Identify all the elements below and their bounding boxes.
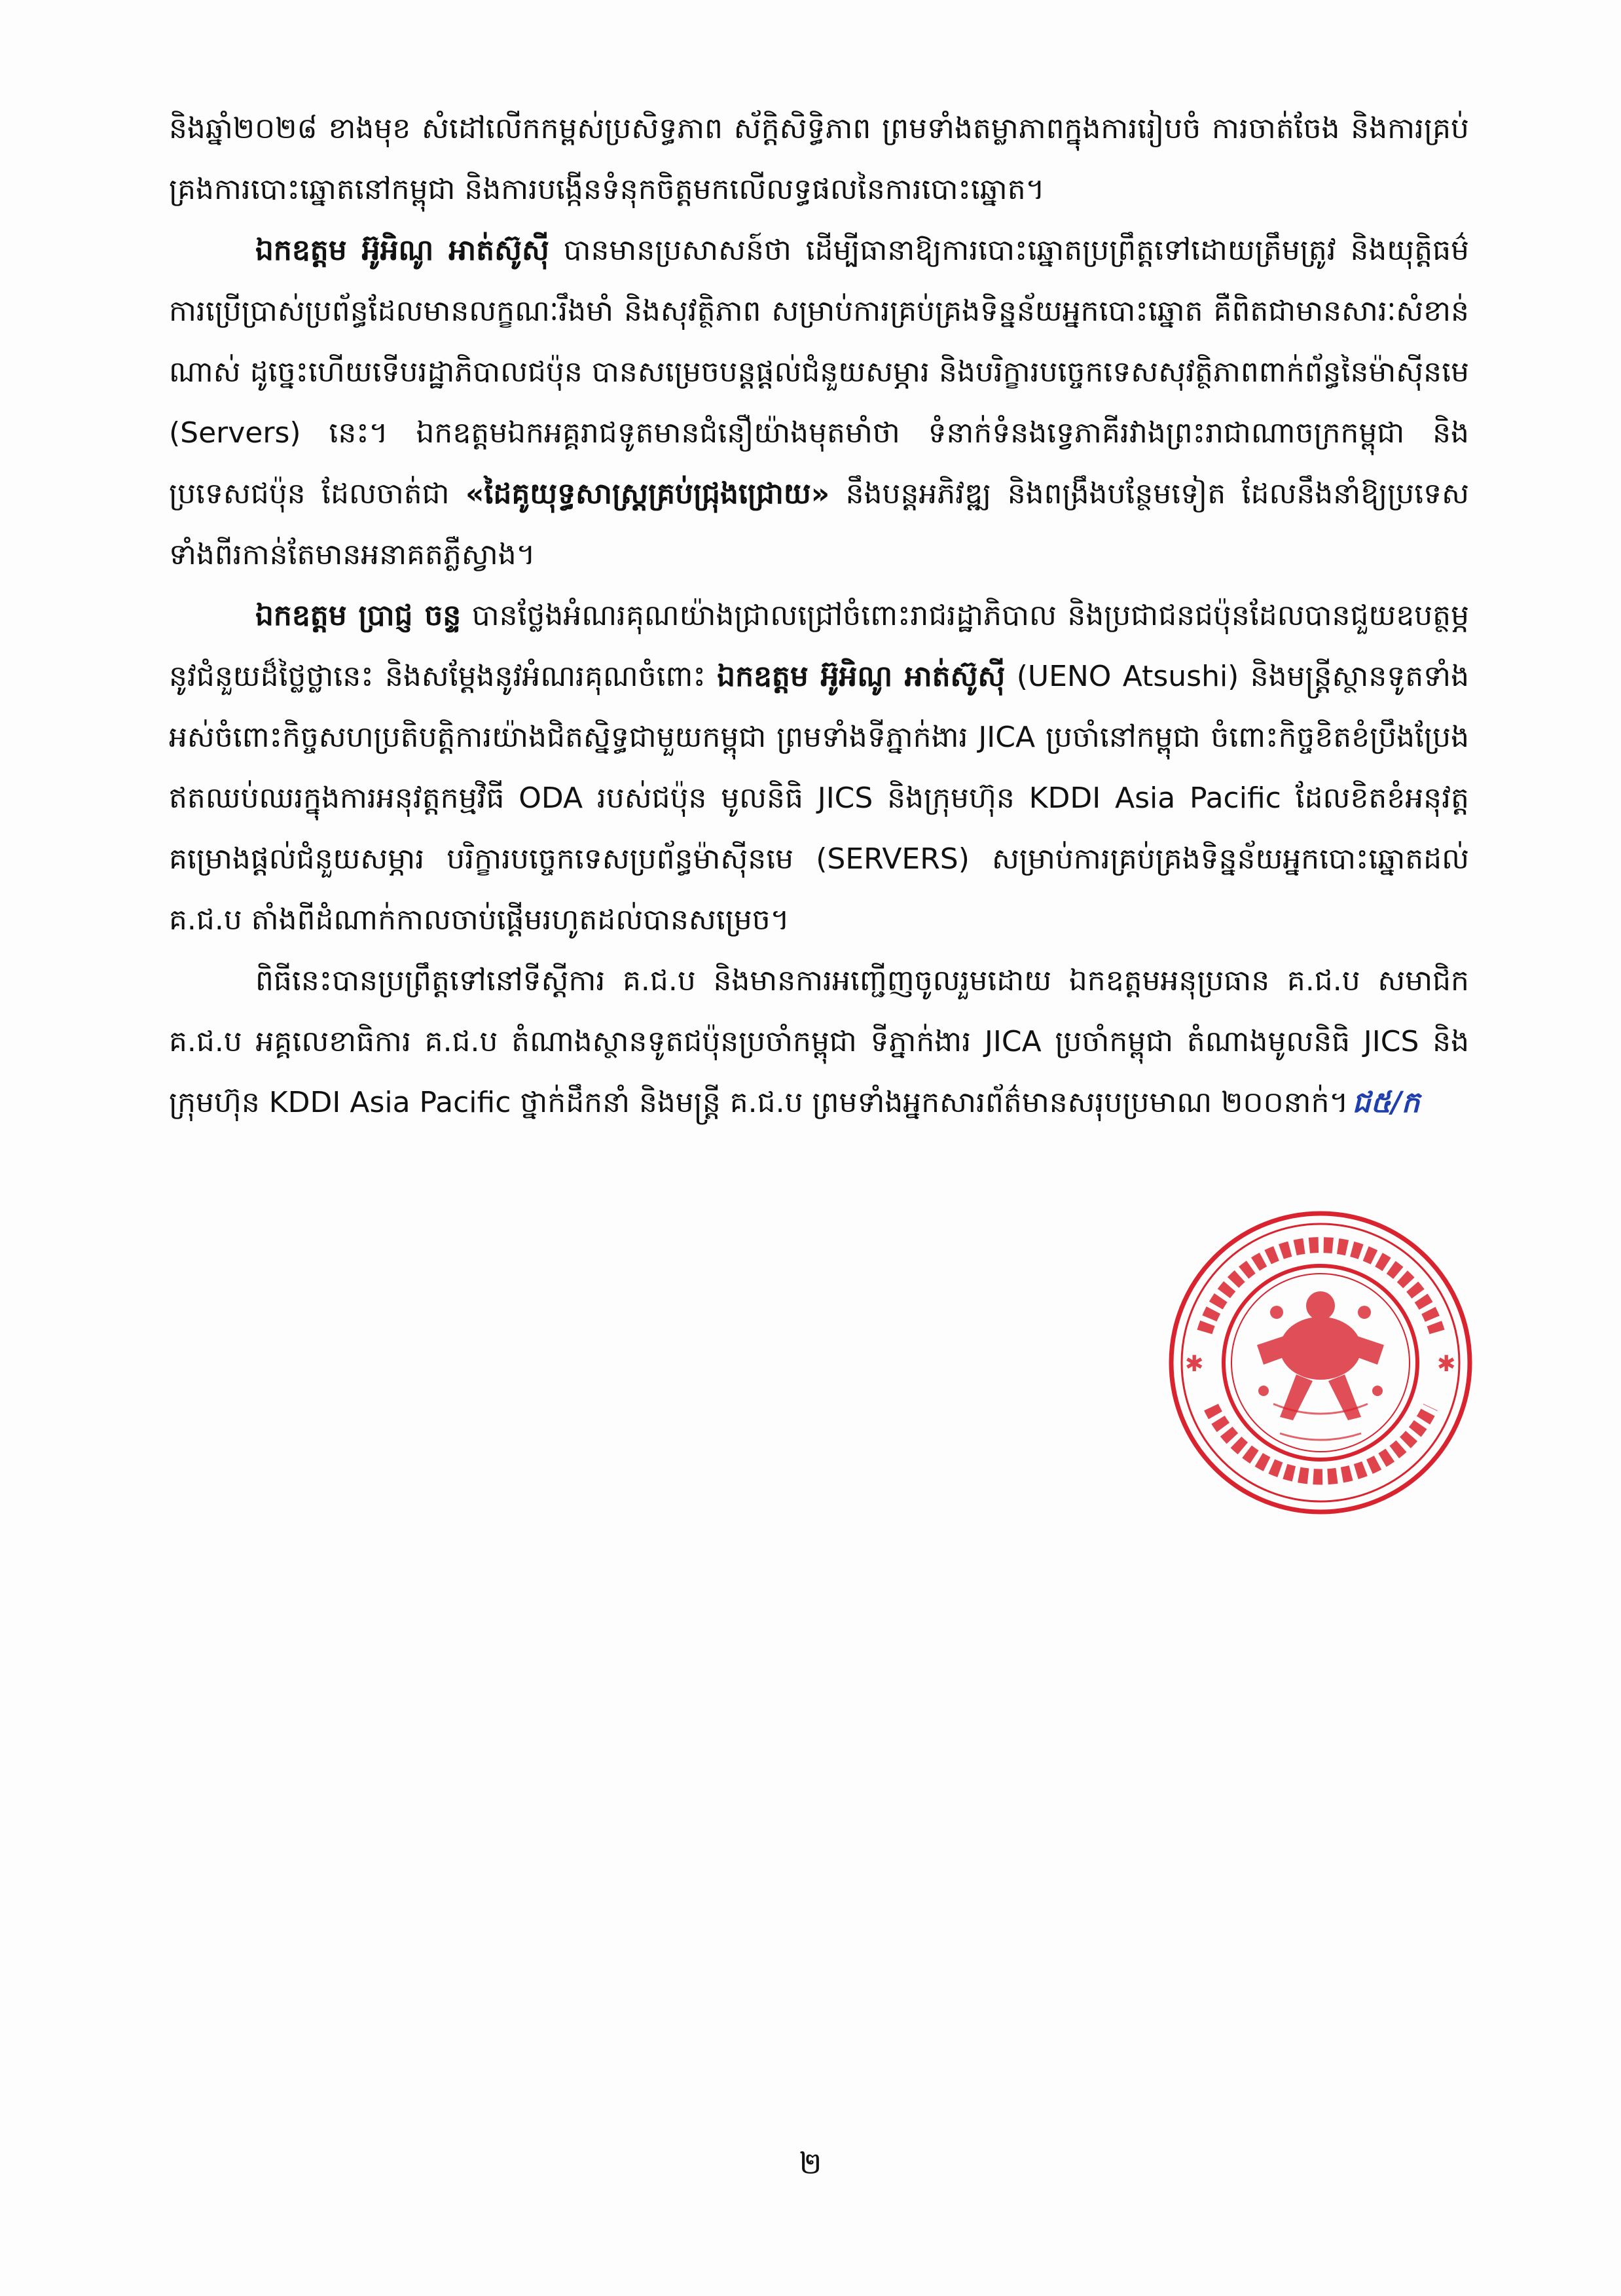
paragraph-4-run-1: ពិធីនេះបានប្រព្រឹត្តទៅនៅទីស្តីការ គ.ជ.ប និងមានការអញ្ជើញចូលរួមដោយ ឯកឧត្តមអនុប្រធាន គ.ជ.ប សមាជិក គ.ជ.ប អគ្គលេខាធិការ គ.ជ.ប តំណាងស្ថានទូតជប៉ុនប្រចាំកម្ពុជា ទីភ្នាក់ងារ JICA ប្រចាំកម្ពុជា តំណាងមូលនិធិ JICS និងក្រុមហ៊ុន KDDI Asia Pacific ថ្នាក់ដឹកនាំ និងមន្ត្រី គ.ជ.ប ព្រមទាំងអ្នកសារព័ត៌មានសរុបប្រមាណ ២០០នាក់។ — [169, 964, 1469, 1119]
document-body — [169, 98, 1469, 1133]
svg-text:✱: ✱ — [1437, 1351, 1456, 1377]
paragraph-3 — [169, 585, 1469, 950]
paragraph-2 — [169, 220, 1469, 585]
paragraph-3-ambassador-name: ឯកឧត្តម អ៊ូអិណូ អាត់ស៊ូស៊ី — [717, 660, 1006, 693]
paragraph-1 — [169, 98, 1469, 220]
paragraph-3-speaker-name: ឯកឧត្តម ប្រាជ្ញ ចន្ទ — [255, 599, 462, 632]
paragraph-4 — [169, 950, 1469, 1133]
paragraph-3-run-4: (UENO Atsushi) និងមន្ត្រីស្ថានទូតទាំងអស់ចំពោះកិច្ចសហប្រតិបត្តិការយ៉ាងជិតស្និទ្ធជាមួយកម្ពុជា ព្រមទាំងទីភ្នាក់ងារ JICA ប្រចាំនៅកម្ពុជា ចំពោះកិច្ចខិតខំប្រឹងប្រែងឥតឈប់ឈរក្នុងការអនុវត្តកម្មវិធី ODA របស់ជប៉ុន មូលនិធិ JICS និងក្រុមហ៊ុន KDDI Asia Pacific ដែលខិតខំអនុវត្តគម្រោងផ្តល់ជំនួយសម្ភារ បរិក្ខារបច្ចេកទេសប្រព័ន្ធម៉ាស៊ីនមេ (SERVERS) សម្រាប់ការគ្រប់គ្រងទិន្នន័យអ្នកបោះឆ្នោតដល់ គ.ជ.ប តាំងពីដំណាក់កាលចាប់ផ្តើមរហូតដល់បានសម្រេច។ — [169, 660, 1469, 937]
page-number: ២ — [799, 2145, 822, 2181]
paragraph-2-run-4: នឹងបន្តអភិវឌ្ឍ និងពង្រឹងបន្ថែមទៀត ដែលនឹងនាំឱ្យប្រទេសទាំងពីរកាន់តែមានអនាគតភ្លឺស្វាង។ — [169, 477, 1469, 571]
handwritten-signature-mark: ជ៥/ក — [1352, 1086, 1420, 1119]
svg-text:✱: ✱ — [1185, 1351, 1204, 1377]
paragraph-2-partnership-quote: «ដៃគូយុទ្ធសាស្ត្រគ្រប់ជ្រុងជ្រោយ» — [465, 477, 830, 511]
paragraph-2-speaker-name: ឯកឧត្តម អ៊ូអិណូ អាត់ស៊ូស៊ី — [255, 234, 549, 267]
paragraph-3-run-2: បានថ្លែងអំណរគុណយ៉ាងជ្រាលជ្រៅចំពោះរាជរដ្ឋាភិបាល និងប្រជាជនជប៉ុនដែលបានជួយឧបត្ថម្ភនូវជំនួយដ៏ថ្លៃថ្លានេះ និងសម្តែងនូវអំណរគុណចំពោះ — [169, 599, 1469, 693]
official-seal-icon — [1165, 1208, 1476, 1518]
paragraph-1-run-1: និងឆ្នាំ២០២៨ ខាងមុខ សំដៅលើកកម្ពស់ប្រសិទ្ធភាព ស័ក្តិសិទ្ធិភាព ព្រមទាំងតម្លាភាពក្នុងការរៀបចំ ការចាត់ចែង និងការគ្រប់គ្រងការបោះឆ្នោតនៅកម្ពុជា និងការបង្កើនទំនុកចិត្តមកលើលទ្ធផលនៃការបោះឆ្នោត។ — [169, 112, 1469, 206]
paragraph-2-run-2: បានមានប្រសាសន៍ថា ដើម្បីធានាឱ្យការបោះឆ្នោតប្រព្រឹត្តទៅដោយត្រឹមត្រូវ និងយុត្តិធម៌ ការប្រើប្រាស់ប្រព័ន្ធដែលមានលក្ខណៈរឹងមាំ និងសុវត្ថិភាព សម្រាប់ការគ្រប់គ្រងទិន្នន័យអ្នកបោះឆ្នោត គឺពិតជាមានសារៈសំខាន់ណាស់ ដូច្នេះហើយទើបរដ្ឋាភិបាលជប៉ុន បានសម្រេចបន្តផ្តល់ជំនួយសម្ភារ និងបរិក្ខារបច្ចេកទេសសុវត្ថិភាពពាក់ព័ន្ធនៃម៉ាស៊ីនមេ (Servers) នេះ។ ឯកឧត្តមឯកអគ្គរាជទូតមានជំនឿយ៉ាងមុតមាំថា ទំនាក់ទំនងទ្វេភាគីរវាងព្រះរាជាណាចក្រកម្ពុជា និងប្រទេសជប៉ុន ដែលចាត់ជា — [169, 234, 1469, 511]
